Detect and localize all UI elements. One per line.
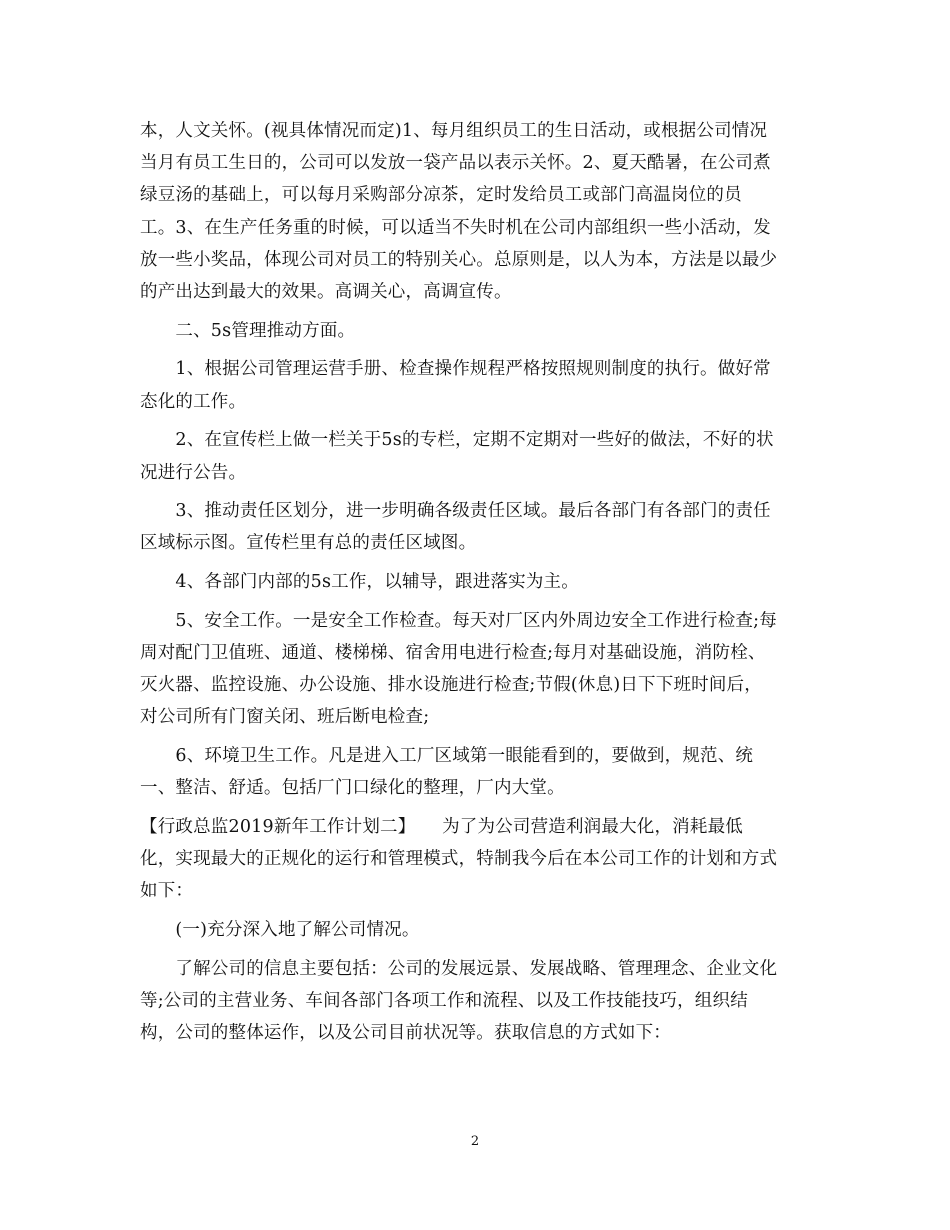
page-number: 2 xyxy=(470,1134,480,1149)
text-line: 化，实现最大的正规化的运行和管理模式，特制我今后在本公司工作的计划和方式 xyxy=(140,849,778,870)
text-line: 4、各部门内部的5s工作，以辅导，跟进落实为主。 xyxy=(140,572,579,593)
text-line: 本，人文关怀。(视具体情况而定)1、每月组织员工的生日活动，或根据公司情况 xyxy=(140,121,768,141)
text-line: 区域标示图。宣传栏里有总的责任区域图。 xyxy=(140,533,477,554)
text-line: 2、在宣传栏上做一栏关于5s的专栏，定期不定期对一些好的做法，不好的状 xyxy=(140,430,774,451)
text-line: 如下： xyxy=(140,881,194,902)
text-line: 周对配门卫值班、通道、楼梯梯、宿舍用电进行检查;每月对基础设施，消防栓、 xyxy=(140,643,766,664)
text-line: 等;公司的主营业务、车间各部门各项工作和流程、以及工作技能技巧，组织结 xyxy=(140,991,748,1012)
text-line: 了解公司的信息主要包括：公司的发展远景、发展战略、管理理念、企业文化 xyxy=(140,958,778,979)
text-line: 态化的工作。 xyxy=(140,391,247,412)
text-line: 1、根据公司管理运营手册、检查操作规程严格按照规则制度的执行。做好常 xyxy=(140,359,771,380)
text-line: 一、整洁、舒适。包括厂门口绿化的整理，厂内大堂。 xyxy=(140,778,565,799)
text-line: 当月有员工生日的，公司可以发放一袋产品以表示关怀。2、夏天酷暑，在公司煮 xyxy=(140,153,771,174)
text-line: 3、推动责任区划分，进一步明确各级责任区域。最后各部门有各部门的责任 xyxy=(140,501,771,522)
text-line: 绿豆汤的基础上，可以每月采购部分凉茶，定时发给员工或部门高温岗位的员 xyxy=(140,185,742,206)
text-line: (一)充分深入地了解公司情况。 xyxy=(140,920,420,941)
text-line: 构，公司的整体运作，以及公司目前状况等。获取信息的方式如下： xyxy=(140,1023,671,1044)
text-line: 灭火器、监控设施、办公设施、排水设施进行检查;节假(休息)日下下班时间后， xyxy=(140,675,762,696)
text-line: 工。3、在生产任务重的时候，可以适当不失时机在公司内部组织一些小活动，发 xyxy=(140,217,771,238)
text-line: 5、安全工作。一是安全工作检查。每天对厂区内外周边安全工作进行检查;每 xyxy=(140,610,777,631)
text-line: 6、环境卫生工作。凡是进入工厂区域第一眼能看到的，要做到，规范、统 xyxy=(140,746,754,767)
text-line: 的产出达到最大的效果。高调关心，高调宣传。 xyxy=(140,282,512,303)
text-line: 况进行公告。 xyxy=(140,462,247,483)
text-line: 对公司所有门窗关闭、班后断电检查; xyxy=(140,707,430,728)
text-line: 放一些小奖品，体现公司对员工的特别关心。总原则是，以人为本，方法是以最少 xyxy=(140,249,778,270)
document-body xyxy=(140,115,815,1049)
text-line: 二、5s管理推动方面。 xyxy=(140,320,356,341)
text-line: 【行政总监2019新年工作计划二】 为了为公司营造利润最大化，消耗最低 xyxy=(140,817,743,838)
